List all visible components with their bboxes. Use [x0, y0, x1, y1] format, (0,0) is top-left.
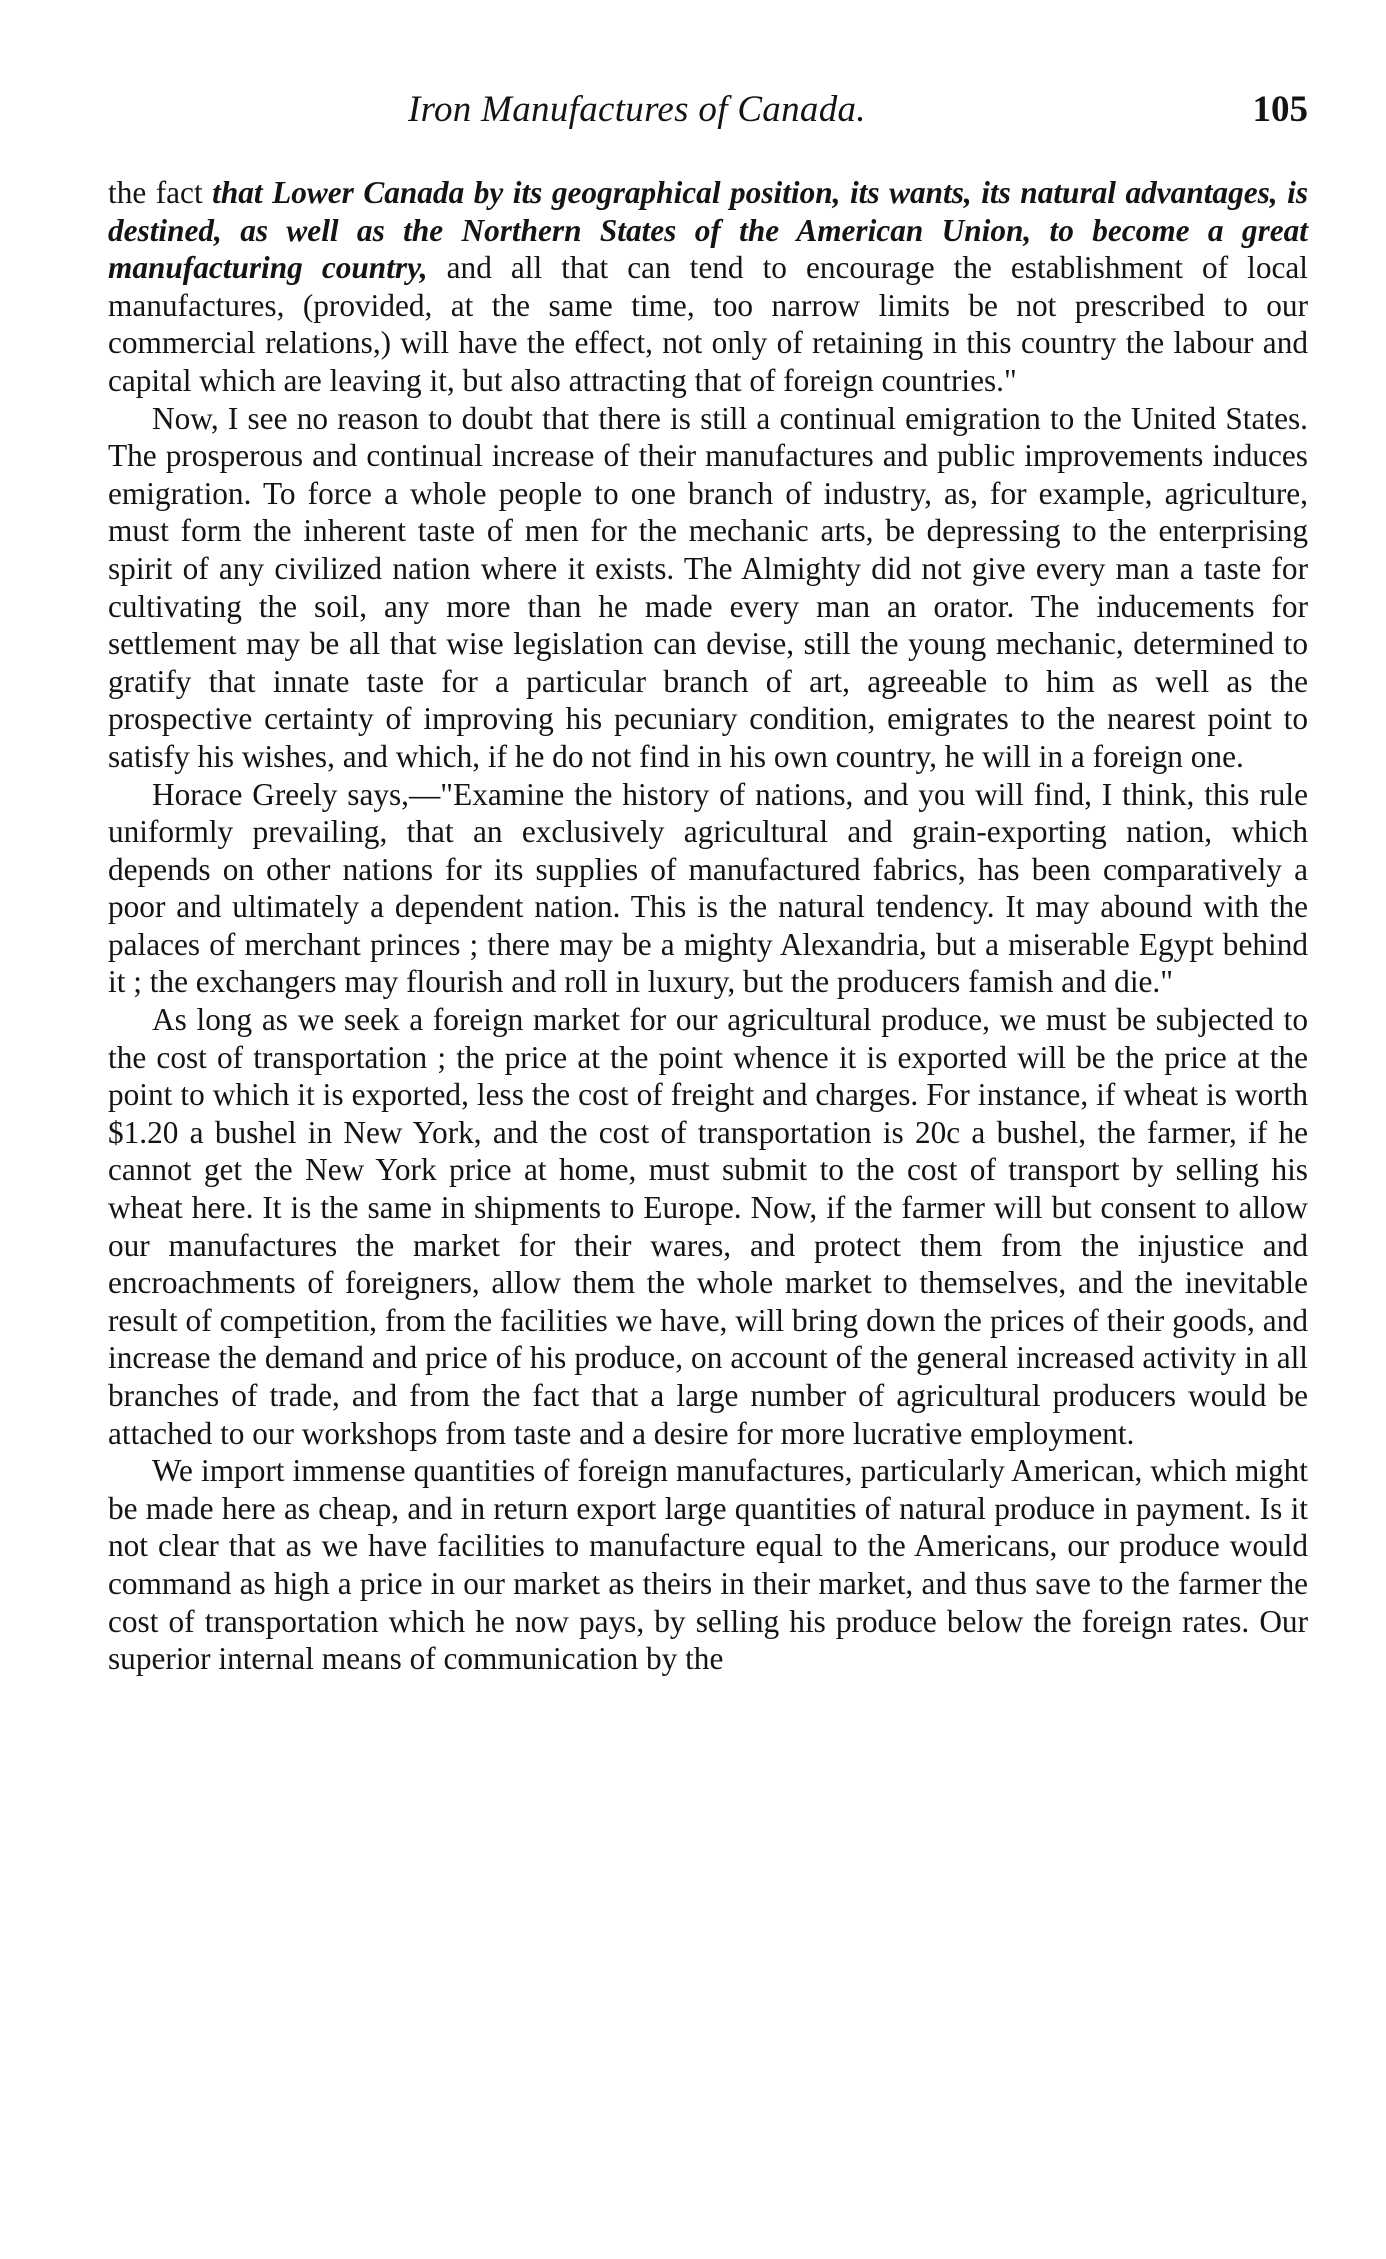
- paragraph-imports: We import immense quantities of foreign manufactures, particularly American, which might be made here as cheap, and in return export large quantities of natural produce in payment. Is it not clear that as we have facilities to manufacture equal to the Americans, our produce would command as high a price in our market as theirs in their market, and thus save to the farmer the cost of transportation which he now pays, by selling his produce below the foreign rates. Our superior internal means of communication by the: [108, 1453, 1308, 1677]
- paragraph-greely-quote: Horace Greely says,—"Examine the history of nations, and you will find, I think, this rule uniformly prevailing, that an exclusively agricultural and grain-exporting nation, which depends on other nations for its supplies of manufactured fabrics, has been comparatively a poor and ultimately a dependent nation. This is the natural tendency. It may abound with the palaces of merchant princes ; there may be a mighty Alexandria, but a miserable Egypt behind it ; the exchangers may flourish and roll in luxury, but the producers famish and die.": [108, 776, 1308, 1000]
- running-head: [108, 88, 1308, 138]
- paragraph-rest: and all that can tend to encourage the establishment of local manufactures, (provided, at the same time, too narrow limits be not prescribed to our commercial relations,) will have the effect, not only of retaining in this country the labour and capital which are leaving it, but also attracting that of foreign countries.": [108, 250, 1308, 398]
- running-title: Iron Manufactures of Canada.: [408, 89, 866, 130]
- paragraph-italic-quote: that Lower Canada by its geographical position, its wants, its natural advantages, is destined, as well as the Northern States of the American Union, to become a great manufacturing country,: [108, 175, 1308, 286]
- paragraph-continued: [108, 174, 1308, 400]
- paragraph-foreign-market: As long as we seek a foreign market for our agricultural produce, we must be subjected to the cost of transportation ; the price at the point whence it is exported will be the price at the point to which it is exported, less the cost of freight and charges. For instance, if wheat is worth $1.20 a bushel in New York, and the cost of transportation is 20c a bushel, the farmer, if he cannot get the New York price at home, must submit to the cost of transport by selling his wheat here. It is the same in shipments to Europe. Now, if the farmer will but consent to allow our manufactures the market for their wares, and protect them from the injustice and encroachments of foreigners, allow them the whole market to themselves, and the inevitable result of competition, from the facilities we have, will bring down the prices of their goods, and increase the demand and price of his produce, on account of the general increased activity in all branches of trade, and from the fact that a large number of agricultural producers would be attached to our workshops from taste and a desire for more lucrative employment.: [108, 1002, 1308, 1451]
- page-number: 105: [1252, 89, 1308, 130]
- body-text: [108, 174, 1308, 1678]
- paragraph-lead: the fact: [108, 175, 213, 210]
- paragraph-emigration: Now, I see no reason to doubt that there is still a continual emigration to the United States. The prosperous and continual increase of their manufactures and public improvements induces emigration. To force a whole people to one branch of industry, as, for example, agriculture, must form the inherent taste of men for the mechanic arts, be depressing to the enterprising spirit of any civilized nation where it exists. The Almighty did not give every man a taste for cultivating the soil, any more than he made every man an orator. The inducements for settlement may be all that wise legislation can devise, still the young mechanic, determined to gratify that innate taste for a particular branch of art, agreeable to him as well as the prospective certainty of improving his pecuniary condition, emigrates to the nearest point to satisfy his wishes, and which, if he do not find in his own country, he will in a foreign one.: [108, 400, 1308, 774]
